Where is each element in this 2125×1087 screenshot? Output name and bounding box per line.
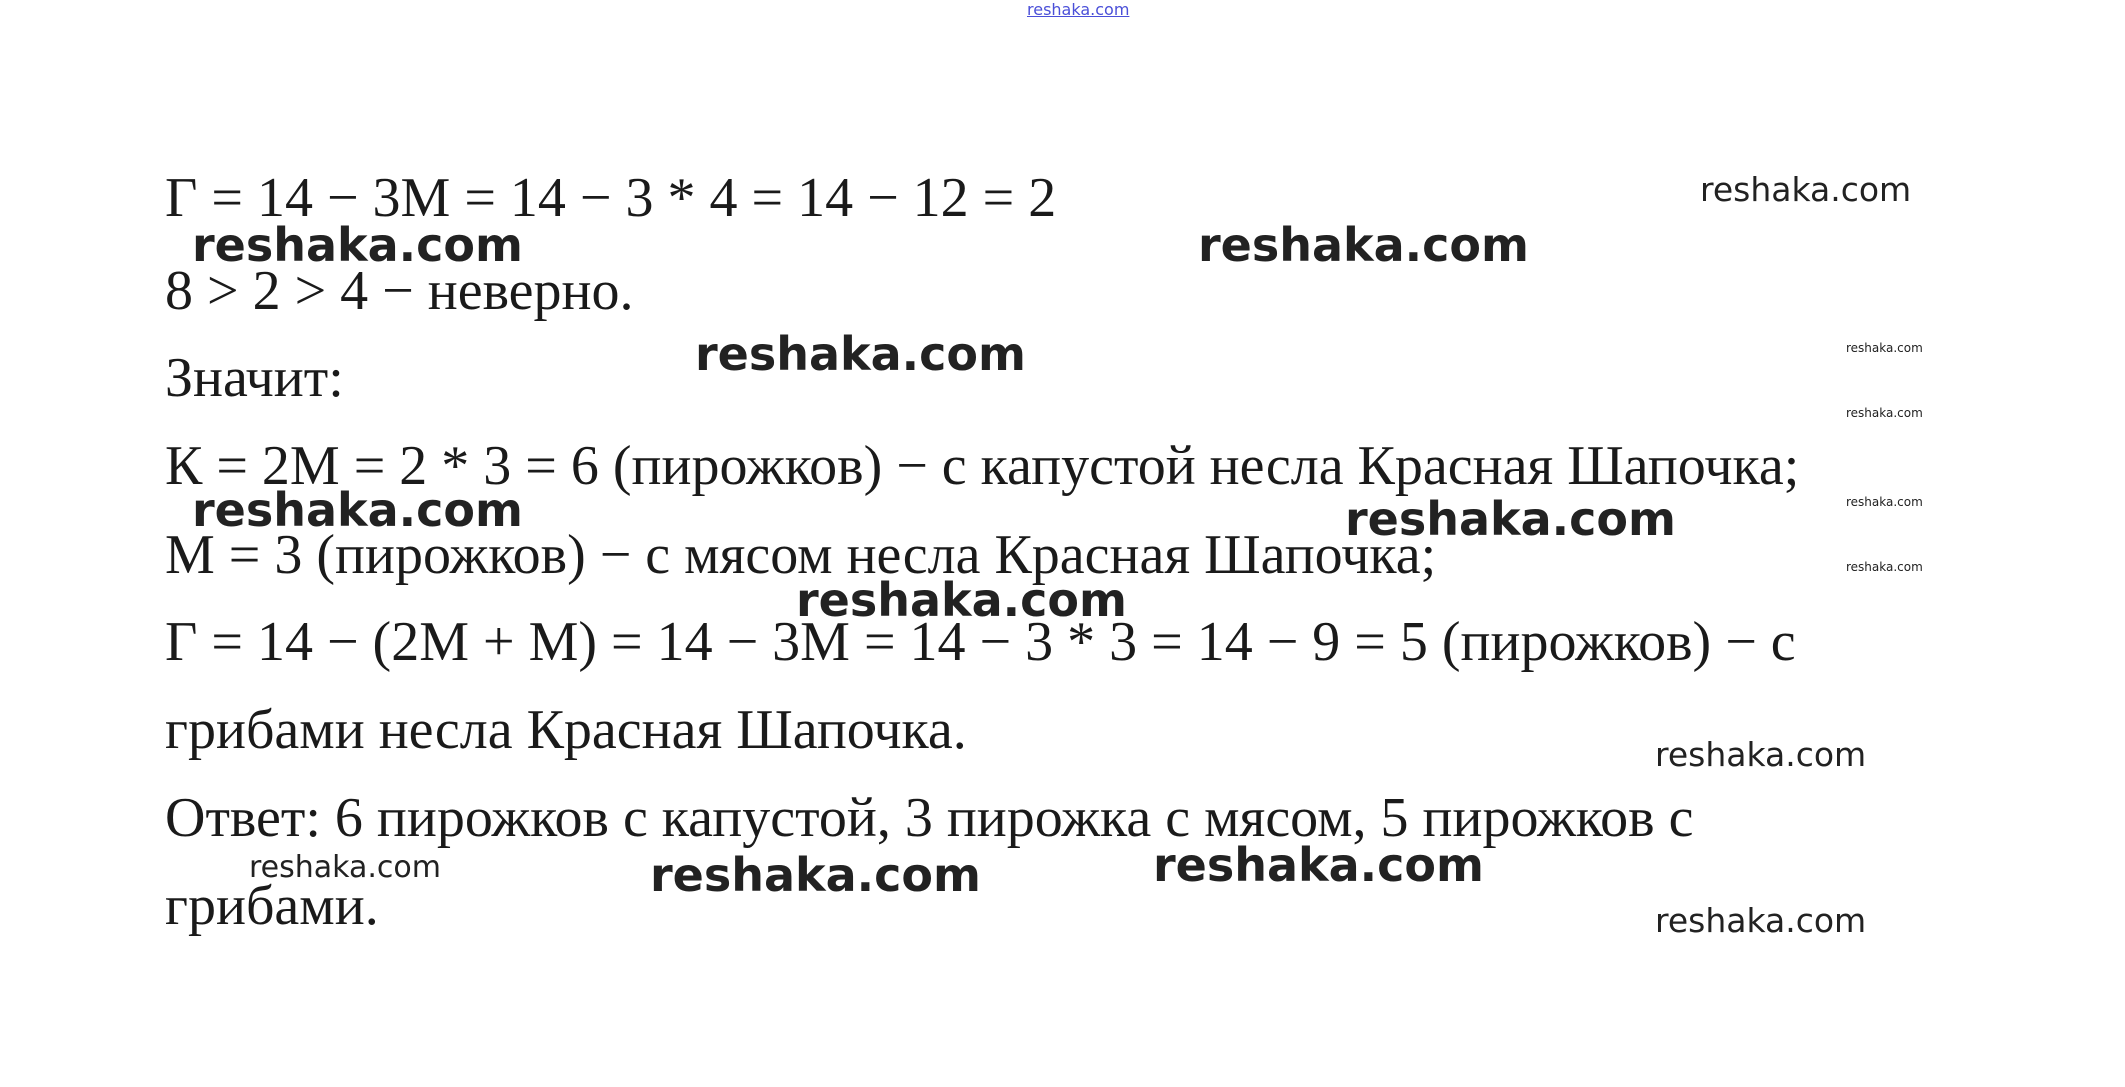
watermark: reshaka.com: [1846, 341, 1923, 355]
watermark: reshaka.com: [192, 218, 523, 272]
watermark: reshaka.com: [1700, 170, 1912, 209]
watermark: reshaka.com: [1345, 492, 1676, 546]
equation-line-5: М = 3 (пирожков) − с мясом несла Красная Шапочка;: [165, 524, 1437, 586]
watermark: reshaka.com: [1153, 838, 1484, 892]
equation-line-4: К = 2М = 2 * 3 = 6 (пирожков) − с капустой несла Красная Шапочка;: [165, 435, 1800, 497]
statement-line-7: грибами несла Красная Шапочка.: [165, 699, 967, 761]
watermark: reshaka.com: [1655, 735, 1867, 774]
watermark: reshaka.com: [249, 850, 441, 885]
watermark: reshaka.com: [1846, 560, 1923, 574]
watermark: reshaka.com: [1846, 495, 1923, 509]
statement-line-2: 8 > 2 > 4 − неверно.: [165, 260, 634, 322]
equation-line-1: Г = 14 − 3М = 14 − 3 * 4 = 14 − 12 = 2: [165, 167, 1057, 229]
answer-line-9: грибами.: [165, 875, 379, 937]
watermark: reshaka.com: [1655, 901, 1867, 940]
watermark: reshaka.com: [695, 327, 1026, 381]
equation-line-6: Г = 14 − (2М + М) = 14 − 3М = 14 − 3 * 3 = 14 − 9 = 5 (пирожков) − с: [165, 611, 1796, 673]
answer-line-8: Ответ: 6 пирожков с капустой, 3 пирожка с мясом, 5 пирожков с: [165, 787, 1694, 849]
watermark: reshaka.com: [192, 483, 523, 537]
statement-line-3: Значит:: [165, 347, 344, 409]
watermark: reshaka.com: [1198, 218, 1529, 272]
watermark: reshaka.com: [796, 573, 1127, 627]
watermark: reshaka.com: [1846, 406, 1923, 420]
watermark-header: reshaka.com: [1027, 0, 1130, 19]
watermark: reshaka.com: [650, 848, 981, 902]
